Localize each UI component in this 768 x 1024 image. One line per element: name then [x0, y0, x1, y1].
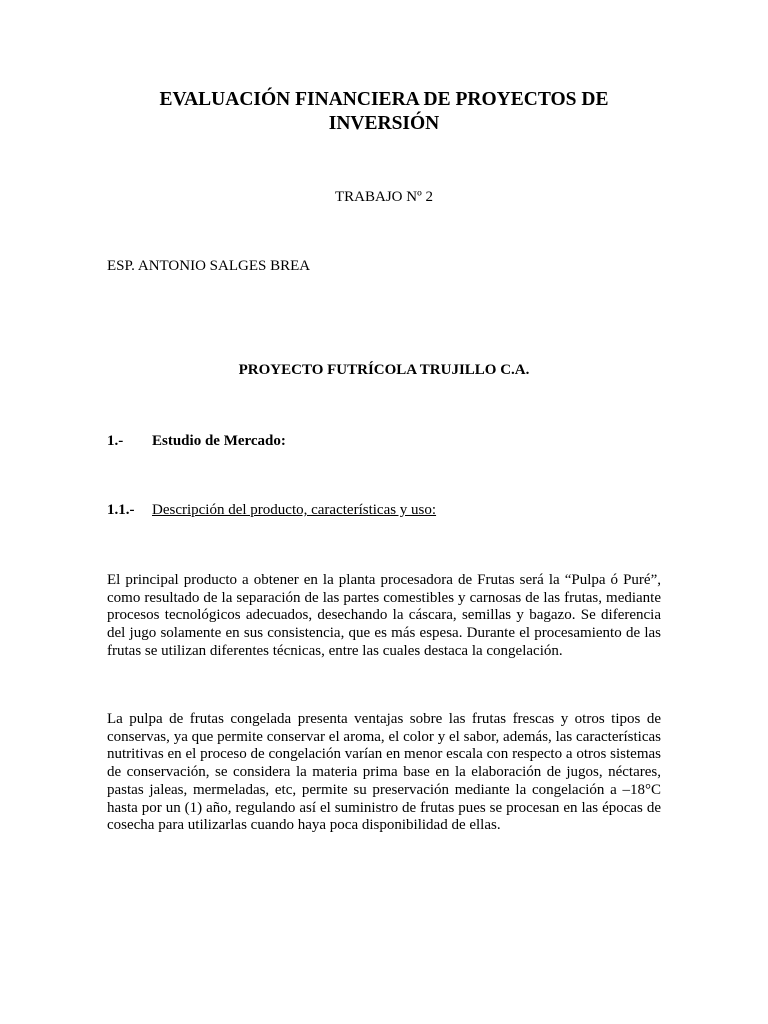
document-title: [0, 88, 768, 136]
subsection-title: Descripción del producto, características y uso:: [152, 502, 437, 518]
body-paragraph-2: La pulpa de frutas congelada presenta ventajas sobre las frutas frescas y otros tipos de conservas, ya que permite conservar el aroma, el color y el sabor, además, las características nutritivas en el proceso de congelación varían en menor escala con respecto a otros sistemas de conservación, se considera la materia prima base en la elaboración de jugos, néctares, pastas jaleas, mermeladas, etc, permite su preservación mediante la congelación a –18°C hasta por un (1) año, regulando así el suministro de frutas pues se procesan en las épocas de cosecha para utilizarlas cuando haya poca disponibilidad de ellas.: [107, 711, 661, 834]
assignment-subtitle: TRABAJO Nº 2: [335, 189, 433, 205]
section-number: 1.-: [107, 433, 124, 449]
project-title: PROYECTO FUTRÍCOLA TRUJILLO C.A.: [238, 362, 530, 378]
body-paragraph-1: El principal producto a obtener en la planta procesadora de Frutas será la “Pulpa ó Puré”, como resultado de la separación de las partes comestibles y carnosas de las frutas, mediante procesos tecnológicos adecuados, desechando la cáscara, semillas y bagazo. Se diferencia del jugo solamente en sus consistencia, que es más espesa. Durante el procesamiento de las frutas se utilizan diferentes técnicas, entre las cuales destaca la congelación.: [107, 572, 661, 659]
section-title: Estudio de Mercado:: [152, 433, 286, 449]
document-title-line-2: INVERSIÓN: [328, 113, 440, 134]
subsection-number: 1.1.-: [107, 502, 135, 518]
document-title-line-1: EVALUACIÓN FINANCIERA DE PROYECTOS DE: [159, 89, 609, 110]
author-name: ESP. ANTONIO SALGES BREA: [107, 258, 311, 274]
